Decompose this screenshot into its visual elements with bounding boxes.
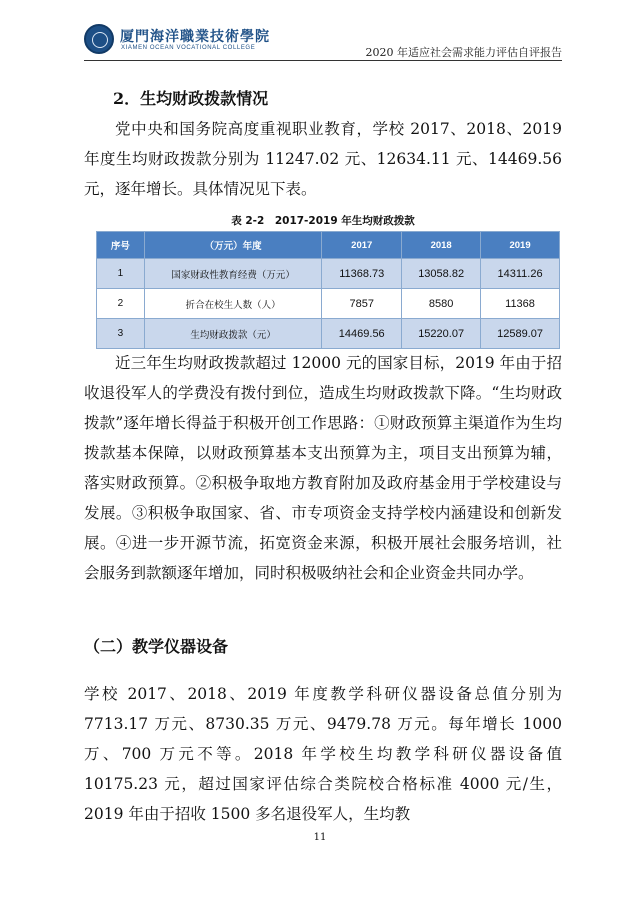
header-cell-2017: 2017 — [322, 232, 402, 259]
college-name-en: XIAMEN OCEAN VOCATIONAL COLLEGE — [121, 45, 256, 51]
college-seal-logo-icon — [84, 24, 114, 54]
table-row — [97, 289, 560, 319]
cell-2018: 13058.82 — [402, 259, 481, 289]
subsection-heading: （二）教学仪器设备 — [84, 637, 229, 656]
table-caption: 表 2-2 2017-2019 年生均财政拨款 — [231, 215, 415, 227]
page-number: 11 — [313, 832, 327, 843]
funding-table — [96, 231, 560, 349]
cell-2018: 15220.07 — [402, 319, 481, 349]
section-heading: 2．生均财政拨款情况 — [113, 89, 269, 108]
paragraph-funding-intro: 党中央和国务院高度重视职业教育，学校 2017、2018、2019 年度生均财政拨款分别为 11247.02 元、12634.11 元、14469.56 元，逐年增长。具体情况见下表。 — [84, 120, 562, 198]
header-divider — [84, 60, 562, 61]
header-cell-2018: 2018 — [402, 232, 481, 259]
table-row — [97, 259, 560, 289]
page-header — [84, 24, 562, 60]
report-title: 2020 年适应社会需求能力评估自评报告 — [365, 46, 562, 59]
paragraph-equipment: 学校 2017、2018、2019 年度教学科研仪器设备总值分别为 7713.17 万元、8730.35 万元、9479.78 万元。每年增长 1000 万、700 万元不等。2018 年学校生均教学科研仪器设备值 10175.23 元，超过国家评估综合类院校合格标准 4000 元/生，2019 年由于招收 1500 多名退役军人，生均教 — [84, 685, 562, 823]
cell-item: 国家财政性教育经费（万元） — [144, 259, 321, 289]
paragraph-funding-analysis: 近三年生均财政拨款超过 12000 元的国家目标，2019 年由于招收退役军人的学费没有拨付到位，造成生均财政拨款下降。“生均财政拨款”逐年增长得益于积极开创工作思路：①财政预算主渠道作为生均拨款基本保障，以财政预算基本支出预算为主，项目支出预算为辅，落实财政预算。②积极争取地方教育附加及政府基金用于学校建设与发展。③积极争取国家、省、市专项资金支持学校内涵建设和创新发展。④进一步开源节流，拓宽资金来源，积极开展社会服务培训，社会服务到款额逐年增加，同时积极吸纳社会和企业资金共同办学。 — [84, 354, 562, 582]
header-cell-item: （万元）年度 — [144, 232, 321, 259]
cell-2019: 12589.07 — [481, 319, 560, 349]
cell-2018: 8580 — [402, 289, 481, 319]
cell-item: 生均财政拨款（元） — [144, 319, 321, 349]
college-name-cn: 厦門海洋職業技術學院 — [120, 29, 270, 45]
cell-2019: 14311.26 — [481, 259, 560, 289]
cell-no: 3 — [97, 319, 145, 349]
table-row — [97, 319, 560, 349]
cell-2017: 14469.56 — [322, 319, 402, 349]
cell-no: 1 — [97, 259, 145, 289]
header-cell-2019: 2019 — [481, 232, 560, 259]
cell-2019: 11368 — [481, 289, 560, 319]
cell-item: 折合在校生人数（人） — [144, 289, 321, 319]
cell-2017: 7857 — [322, 289, 402, 319]
header-cell-no: 序号 — [97, 232, 145, 259]
cell-no: 2 — [97, 289, 145, 319]
cell-2017: 11368.73 — [322, 259, 402, 289]
table-header-row — [97, 232, 560, 259]
